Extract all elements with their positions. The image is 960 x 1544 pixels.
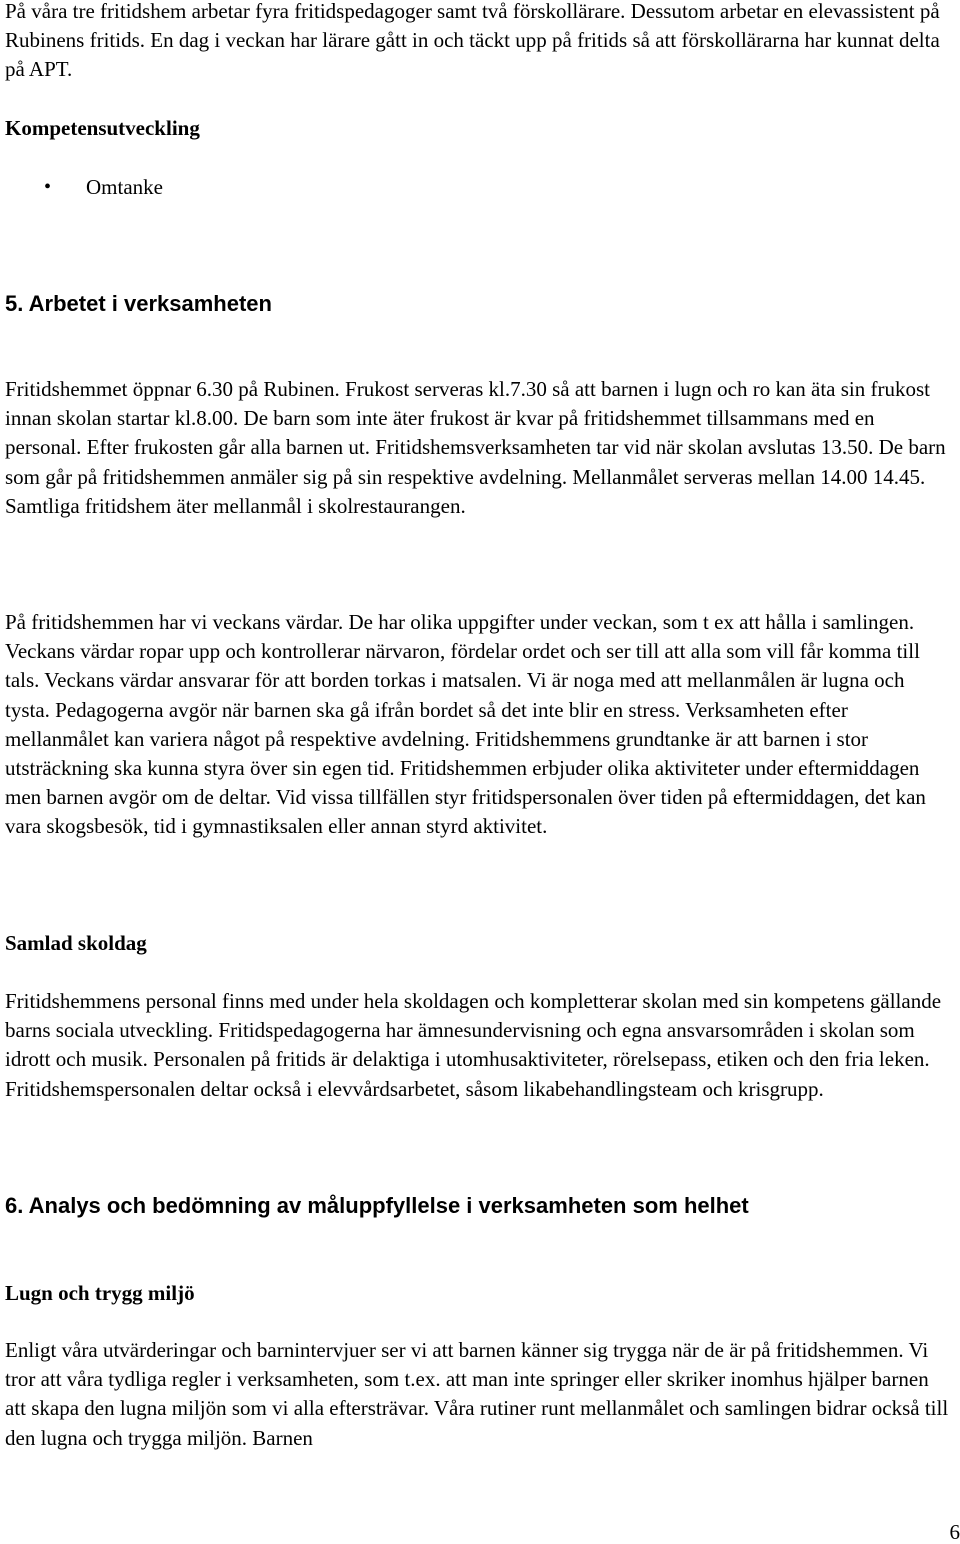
intro-paragraph: På våra tre fritidshem arbetar fyra fritidspedagoger samt två förskollärare. Dessutom arbetar en elevassistent på Rubinens fritids. En dag i veckan har lärare gått in och täckt upp på fritids så att förskollärarna har kunnat delta på APT. — [5, 0, 952, 85]
lugn-paragraph: Enligt våra utvärderingar och barnintervjuer ser vi att barnen känner sig trygga när de är på fritidshemmen. Vi tror att våra tydliga regler i verksamheten, som t.ex. att man inte springer eller skriker inomhus hjälper barnen att skapa den lugna miljön som vi alla eftersträvar. Våra rutiner runt mellanmålet och samlingen bidrar också till den lugna och trygga miljön. Barnen — [5, 1336, 952, 1453]
lugn-heading: Lugn och trygg miljö — [5, 1279, 952, 1308]
section-heading-6: 6. Analys och bedömning av måluppfyllelse i verksamheten som helhet — [5, 1191, 952, 1220]
section5-paragraph-2: På fritidshemmen har vi veckans värdar. De har olika uppgifter under veckan, som t ex att hålla i samlingen. Veckans värdar ropar upp och kontrollerar närvaron, fördelar ordet och ser till att alla som vill får komma till tals. Veckans värdar ansvarar för att borden torkas i matsalen. Vi är noga med att mellanmålen är lugna och tysta. Pedagogerna avgör när barnen ska gå ifrån bordet så det inte blir en stress. Verksamheten efter mellanmålet kan variera något på respektive avdelning. Fritidshemmens grundtanke är att barnen i stor utsträckning ska kunna styra över sin egen tid. Fritidshemmen erbjuder olika aktiviteter under eftermiddagen men barnen avgör om de deltar. Vid vissa tillfällen styr fritidspersonalen över tiden på eftermiddagen, det kan vara skogsbesök, tid i gymnastiksalen eller annan styrd aktivitet. — [5, 608, 952, 842]
list-item: Omtanke — [86, 172, 163, 202]
samlad-heading: Samlad skoldag — [5, 929, 952, 958]
samlad-paragraph: Fritidshemmens personal finns med under hela skoldagen och kompletterar skolan med sin kompetens gällande barns sociala utveckling. Fritidspedagogerna har ämnesundervisning och egna ansvarsområden i skolan som idrott och musik. Personalen på fritids är delaktiga i utomhusaktiviteter, rörelsepass, etiken och den fria leken. Fritidshemspersonalen deltar också i elevvårdsarbetet, såsom likabehandlingsteam och krisgrupp. — [5, 987, 952, 1104]
bullet-icon: • — [44, 172, 51, 202]
section-heading-5: 5. Arbetet i verksamheten — [5, 289, 952, 318]
page-number: 6 — [950, 1520, 960, 1544]
competence-heading: Kompetensutveckling — [5, 114, 952, 143]
section5-paragraph-1: Fritidshemmet öppnar 6.30 på Rubinen. Frukost serveras kl.7.30 så att barnen i lugn och ro kan äta sin frukost innan skolan startar kl.8.00. De barn som inte äter frukost är kvar på fritidshemmet tillsammans med en personal. Efter frukosten går alla barnen ut. Fritidshemsverksamheten tar vid när skolan avslutas 13.50. De barn som går på fritidshemmen anmäler sig på sin respektive avdelning. Mellanmålet serveras mellan 14.00 14.45. Samtliga fritidshem äter mellanmål i skolrestaurangen. — [5, 375, 952, 521]
